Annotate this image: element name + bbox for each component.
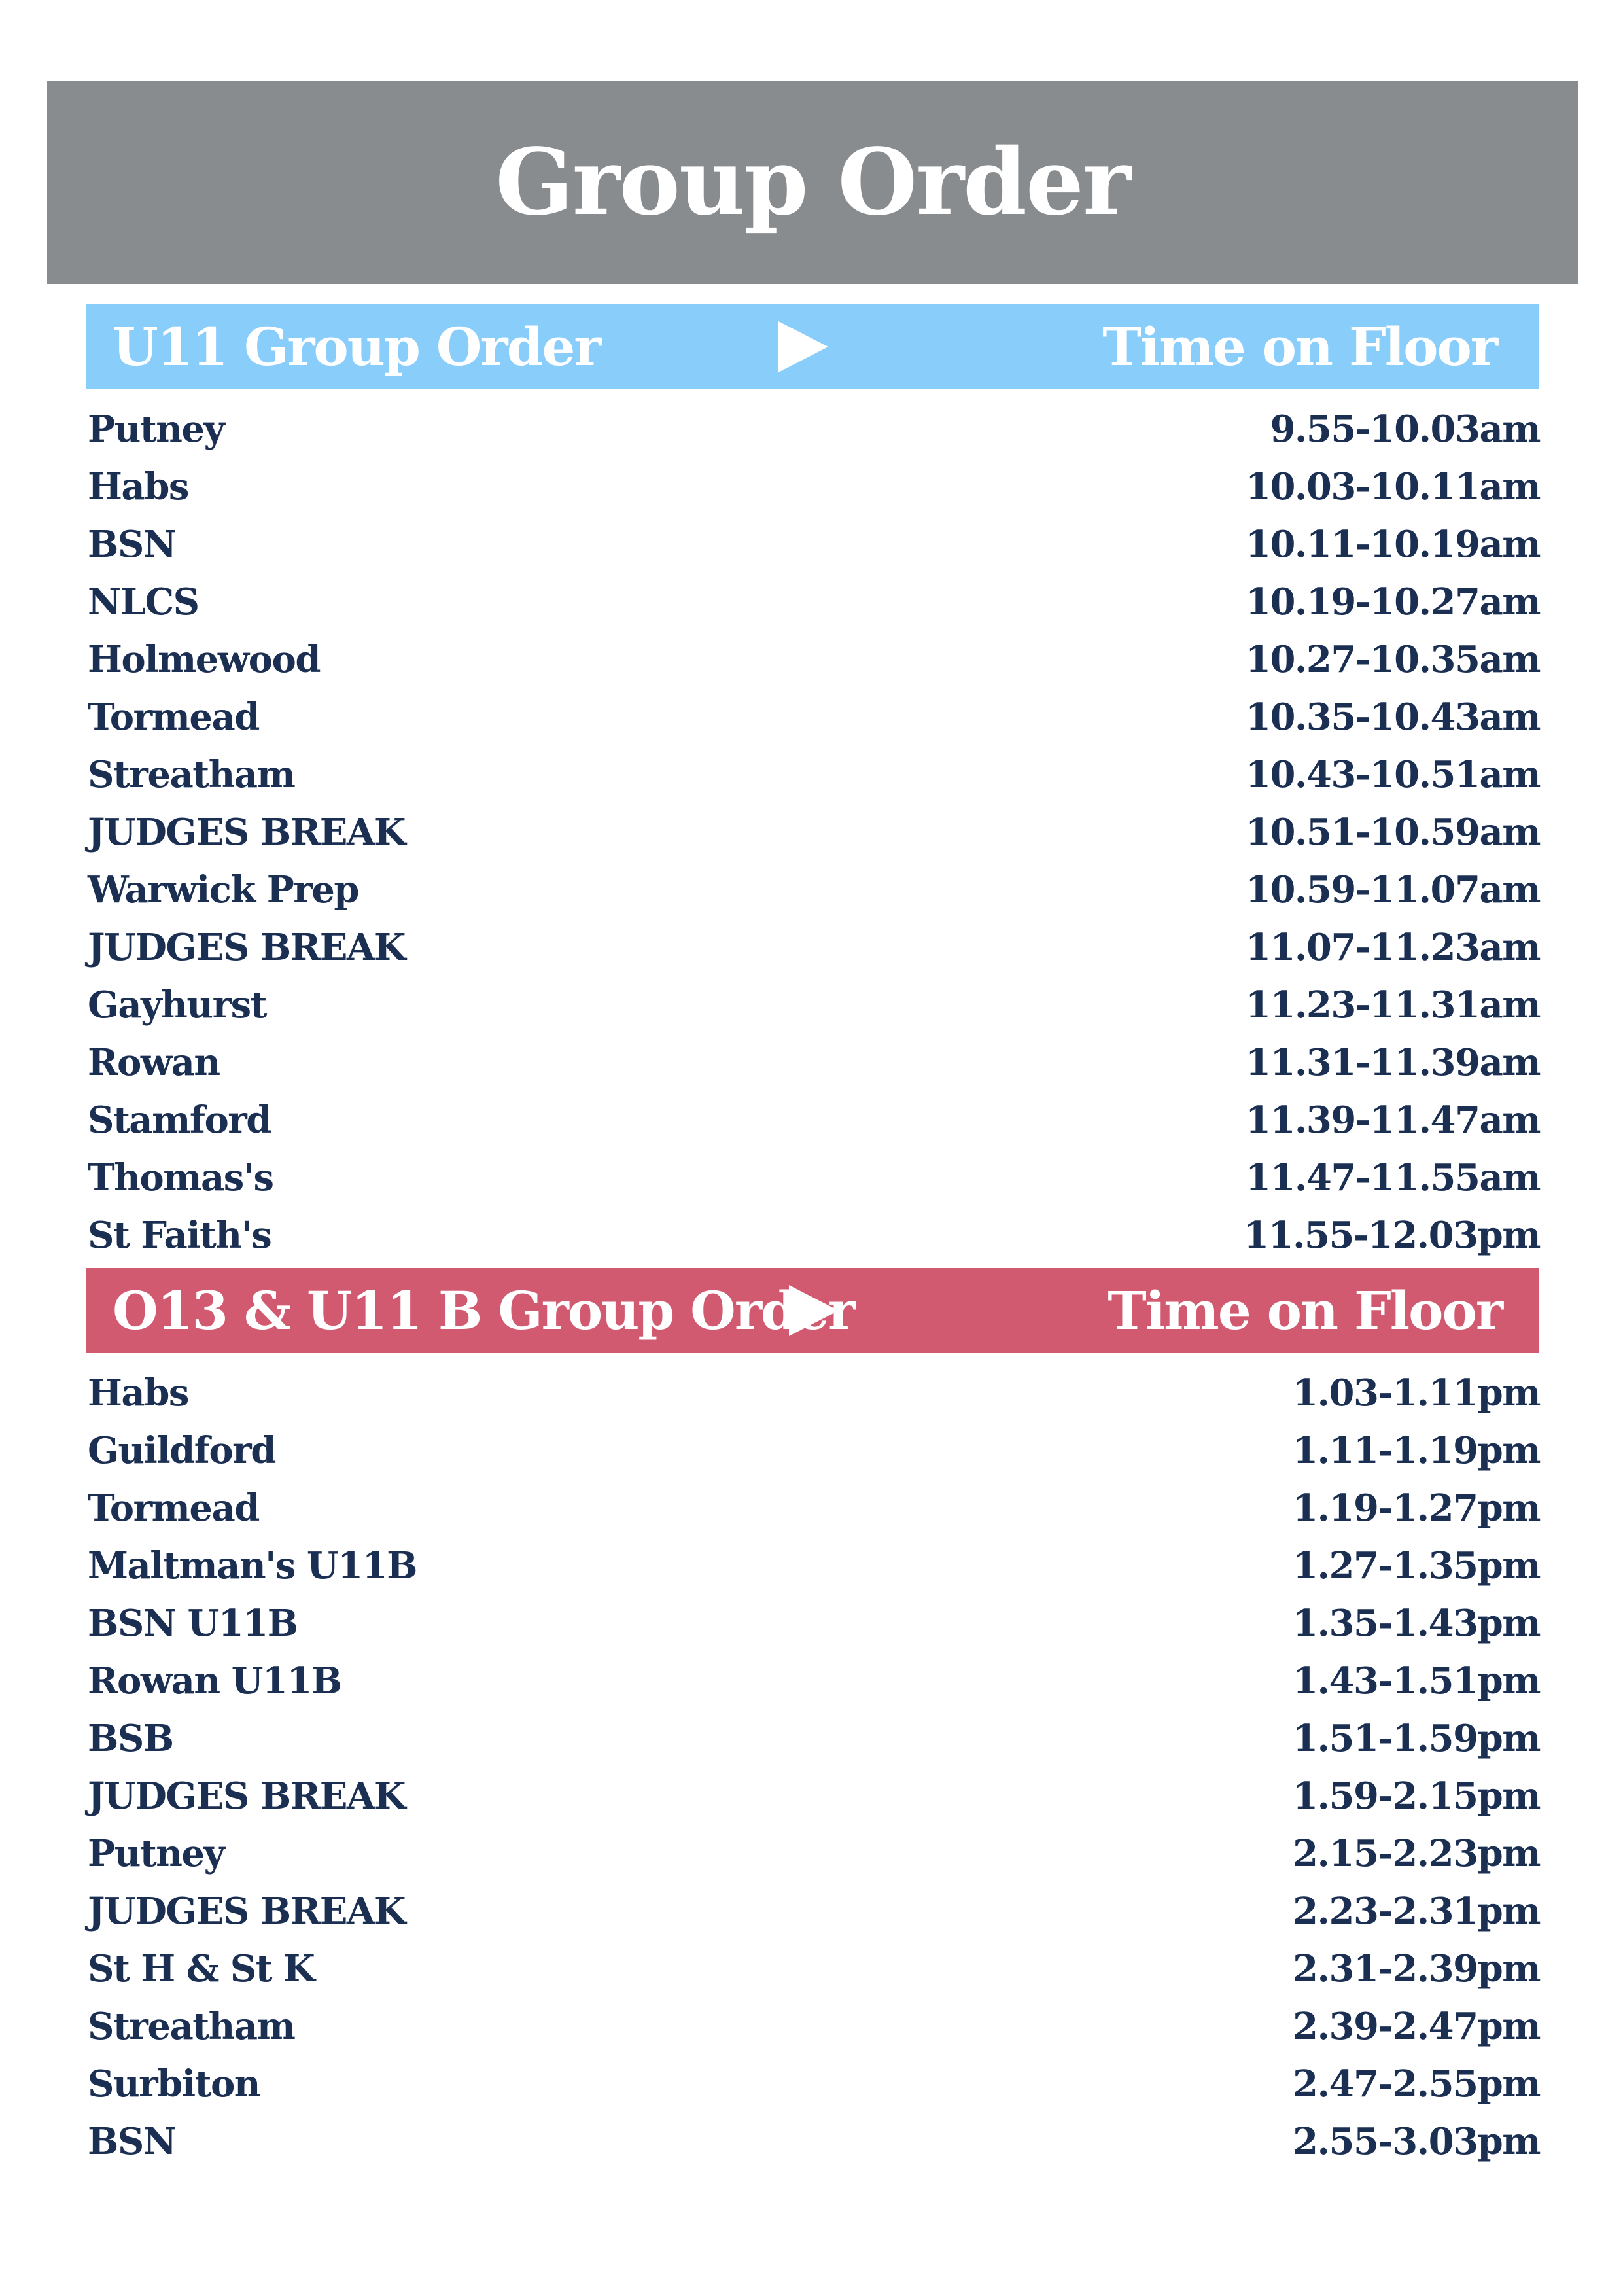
school-name: St H & St K — [88, 1947, 315, 1990]
time-slot: 2.31-2.39pm — [1293, 1947, 1540, 1990]
school-name: Gayhurst — [88, 983, 266, 1027]
time-slot: 1.19-1.27pm — [1293, 1487, 1540, 1530]
time-slot: 10.03-10.11am — [1246, 465, 1540, 508]
time-slot: 11.39-11.47am — [1246, 1099, 1540, 1142]
list-item — [86, 746, 1543, 804]
time-slot: 1.51-1.59pm — [1293, 1717, 1540, 1760]
list-item — [86, 516, 1543, 573]
school-name: Surbiton — [88, 2062, 260, 2106]
list-item — [86, 400, 1543, 458]
school-name: Holmewood — [88, 638, 320, 681]
time-slot: 10.51-10.59am — [1246, 811, 1540, 854]
school-name: Putney — [88, 408, 224, 451]
time-slot: 10.59-11.07am — [1246, 868, 1540, 911]
time-slot: 1.27-1.35pm — [1293, 1544, 1540, 1587]
list-item — [86, 631, 1543, 688]
list-item — [86, 976, 1543, 1034]
u11-time-heading: Time on Floor — [1102, 316, 1497, 378]
school-name: Rowan — [88, 1041, 220, 1084]
time-slot: 11.07-11.23am — [1246, 926, 1540, 969]
list-item — [86, 1767, 1543, 1825]
list-item — [86, 2055, 1543, 2113]
school-name: St Faith's — [88, 1214, 271, 1257]
list-item — [86, 1882, 1543, 1940]
list-item — [86, 1825, 1543, 1882]
list-item — [86, 1207, 1543, 1264]
school-name: JUDGES BREAK — [88, 926, 406, 969]
list-item — [86, 458, 1543, 516]
school-name: Putney — [88, 1832, 224, 1875]
u11-section-title: U11 Group Order — [113, 316, 601, 378]
time-slot: 2.15-2.23pm — [1293, 1832, 1540, 1875]
list-item — [86, 2113, 1543, 2170]
time-slot: 11.31-11.39am — [1246, 1041, 1540, 1084]
list-item — [86, 804, 1543, 861]
school-name: BSN — [88, 523, 176, 566]
list-item — [86, 1091, 1543, 1149]
school-name: Stamford — [88, 1099, 271, 1142]
play-arrow-icon — [789, 1285, 839, 1336]
list-item — [86, 861, 1543, 919]
list-item — [86, 1479, 1543, 1537]
time-slot: 10.11-10.19am — [1246, 523, 1540, 566]
list-item — [86, 573, 1543, 631]
school-name: BSB — [88, 1717, 173, 1760]
list-item — [86, 1652, 1543, 1710]
school-name: BSN U11B — [88, 1602, 298, 1645]
time-slot: 10.43-10.51am — [1246, 753, 1540, 796]
school-name: Streatham — [88, 2005, 295, 2048]
time-slot: 1.11-1.19pm — [1293, 1429, 1540, 1472]
page-title: Group Order — [495, 129, 1130, 236]
school-name: Tormead — [88, 696, 259, 739]
school-name: Thomas's — [88, 1156, 273, 1199]
time-slot: 11.47-11.55am — [1246, 1156, 1540, 1199]
school-name: Warwick Prep — [88, 868, 359, 911]
list-item — [86, 1595, 1543, 1652]
school-name: BSN — [88, 2120, 176, 2163]
time-slot: 9.55-10.03am — [1270, 408, 1540, 451]
time-slot: 11.23-11.31am — [1246, 983, 1540, 1027]
school-name: Maltman's U11B — [88, 1544, 417, 1587]
school-name: Tormead — [88, 1487, 259, 1530]
list-item — [86, 1364, 1543, 1422]
time-slot: 10.27-10.35am — [1246, 638, 1540, 681]
time-slot: 10.19-10.27am — [1246, 580, 1540, 624]
title-banner — [47, 81, 1578, 284]
school-name: NLCS — [88, 580, 199, 624]
o13-section-title: O13 & U11 B Group Order — [113, 1280, 854, 1341]
time-slot: 1.59-2.15pm — [1293, 1775, 1540, 1818]
time-slot: 2.39-2.47pm — [1293, 2005, 1540, 2048]
u11-section-header — [86, 304, 1539, 389]
list-item — [86, 1710, 1543, 1767]
play-arrow-icon — [778, 321, 828, 372]
time-slot: 11.55-12.03pm — [1244, 1214, 1540, 1257]
school-name: JUDGES BREAK — [88, 1775, 406, 1818]
time-slot: 1.03-1.11pm — [1293, 1371, 1540, 1415]
school-name: Guildford — [88, 1429, 275, 1472]
school-name: Streatham — [88, 753, 295, 796]
o13-order-list — [86, 1364, 1543, 2170]
list-item — [86, 1149, 1543, 1207]
list-item — [86, 1998, 1543, 2055]
school-name: JUDGES BREAK — [88, 811, 406, 854]
school-name: JUDGES BREAK — [88, 1890, 406, 1933]
list-item — [86, 688, 1543, 746]
time-slot: 2.55-3.03pm — [1293, 2120, 1540, 2163]
school-name: Habs — [88, 1371, 188, 1415]
time-slot: 1.43-1.51pm — [1293, 1659, 1540, 1703]
list-item — [86, 1034, 1543, 1091]
time-slot: 10.35-10.43am — [1246, 696, 1540, 739]
list-item — [86, 1422, 1543, 1479]
o13-section-header — [86, 1268, 1539, 1353]
list-item — [86, 919, 1543, 976]
time-slot: 1.35-1.43pm — [1293, 1602, 1540, 1645]
time-slot: 2.47-2.55pm — [1293, 2062, 1540, 2106]
list-item — [86, 1940, 1543, 1998]
school-name: Habs — [88, 465, 188, 508]
u11-order-list — [86, 400, 1543, 1264]
o13-time-heading: Time on Floor — [1108, 1280, 1502, 1341]
list-item — [86, 1537, 1543, 1595]
school-name: Rowan U11B — [88, 1659, 341, 1703]
time-slot: 2.23-2.31pm — [1293, 1890, 1540, 1933]
